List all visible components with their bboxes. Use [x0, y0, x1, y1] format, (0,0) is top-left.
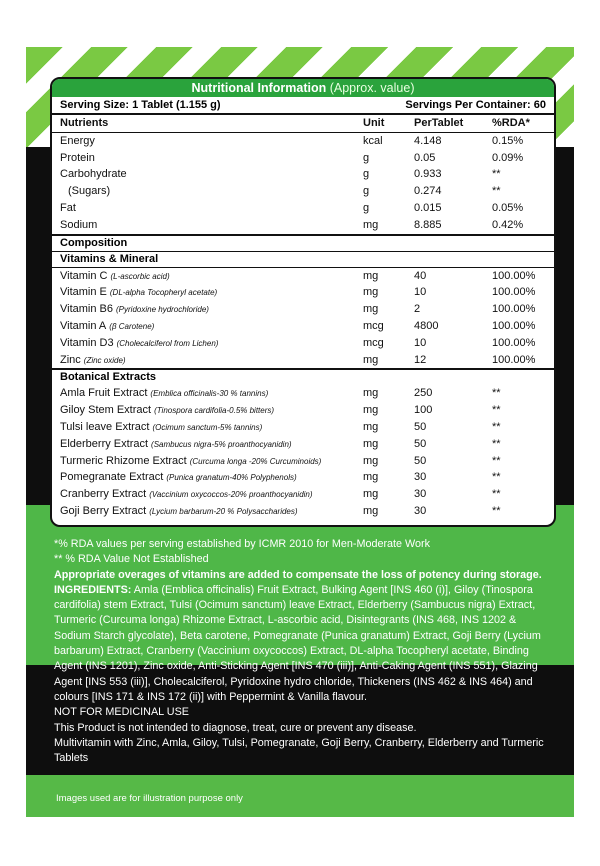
row-value: 4800 — [414, 319, 439, 332]
row-scientific-name: (β Carotene) — [109, 321, 155, 331]
row-unit: mg — [363, 286, 379, 299]
table-row — [52, 486, 554, 503]
row-value: 250 — [414, 387, 433, 400]
table-row — [52, 453, 554, 470]
row-name-text: Energy — [60, 134, 95, 147]
row-rda: 100.00% — [492, 319, 536, 332]
row-unit: mg — [363, 303, 379, 316]
row-unit: mg — [363, 471, 379, 484]
table-row — [52, 217, 554, 234]
notes-section — [54, 537, 554, 766]
table-row — [52, 335, 554, 352]
table-row — [52, 183, 554, 200]
illustration-note: Images used are for illustration purpose only — [56, 793, 243, 804]
servings-per-container: Servings Per Container: 60 — [405, 99, 546, 111]
row-rda: 100.00% — [492, 286, 536, 299]
row-name — [60, 270, 170, 282]
row-name-text: Turmeric Rhizome Extract — [60, 454, 187, 467]
row-rda: 100.00% — [492, 353, 536, 366]
table-row — [52, 268, 554, 285]
row-value: 2 — [414, 303, 421, 316]
row-rda: ** — [492, 404, 501, 417]
row-scientific-name: (Sambucus nigra-5% proanthocyanidin) — [151, 439, 292, 449]
row-unit: mg — [363, 504, 379, 517]
overages-note: Appropriate overages of vitamins are added to compensate the loss of potency during storage. — [54, 568, 542, 581]
row-rda: 0.09% — [492, 151, 524, 164]
row-name — [60, 455, 321, 467]
row-value: 30 — [414, 471, 427, 484]
row-rda: ** — [492, 471, 501, 484]
vitamins-table — [52, 267, 554, 369]
row-name — [60, 202, 76, 214]
row-scientific-name: (Curcuma longa -20% Curcuminoids) — [189, 456, 322, 466]
row-name — [60, 354, 126, 366]
row-name-text: Giloy Stem Extract — [60, 404, 152, 417]
nutrition-panel — [50, 77, 556, 527]
row-name — [60, 135, 95, 147]
row-name-text: Fat — [60, 201, 76, 214]
vitamins-heading: Vitamins & Mineral — [52, 251, 554, 267]
row-unit: g — [363, 168, 370, 181]
row-name — [60, 337, 218, 349]
table-row — [52, 133, 554, 150]
row-scientific-name: (Punica granatum-40% Polyphenols) — [166, 473, 297, 483]
nutrition-title: Nutritional Information — [191, 81, 327, 95]
row-name — [60, 404, 274, 416]
nutrients-table — [52, 132, 554, 234]
row-rda: 0.15% — [492, 134, 524, 147]
table-row — [52, 402, 554, 419]
table-row — [52, 385, 554, 402]
row-scientific-name: (Ocimum sanctum-5% tannins) — [152, 422, 263, 432]
row-value: 50 — [414, 420, 427, 433]
row-name — [60, 421, 262, 433]
row-unit: g — [363, 151, 370, 164]
row-name-text: Carbohydrate — [60, 168, 127, 181]
row-unit: mg — [363, 404, 379, 417]
row-name-text: (Sugars) — [68, 185, 111, 198]
row-name-text: Sodium — [60, 218, 98, 231]
row-unit: mg — [363, 437, 379, 450]
row-rda: 100.00% — [492, 303, 536, 316]
row-scientific-name: (Lycium barbarum-20 % Polysaccharides) — [149, 506, 298, 516]
row-name — [60, 488, 313, 500]
row-value: 10 — [414, 286, 427, 299]
ingredients-paragraph — [54, 583, 554, 705]
row-name — [68, 185, 110, 197]
ingredients-text: Amla (Emblica officinalis) Fruit Extract, Bulking Agent [INS 460 (i)], Giloy (Tinospora cardifolia) stem Extract, Tulsi (Ocimum sanctum) leave Extract, Elderberry (Sambucus nigra) Extract, Turmeric (Curcuma longa) Rhizome Extract, L-ascorbic acid, Disintegrants (INS 468, INS 1202 & Sodium Starch glycolate), Beta carotene, Pomegranate (Punica granatum) Extract, Goji Berry (Lycium barbarum) Extract, Cranberry (Vaccinium oxycoccos) Extract, DL-alpha Tocopheryl acetate, Binding Agent (INS 1201), Zinc oxide, Anti-Sticking Agent [INS 470 (iii)], Anti-Caking Agent (INS 551), Glazing Agent [INS 553 (iii)], Cholecalciferol, Pyridoxine hydro chloride, Thickeners (INS 462 & INS 464) and colours [INS 171 & INS 172 (ii)] with Peppermint & Vanilla flavour. — [54, 583, 541, 703]
row-unit: kcal — [363, 134, 383, 147]
row-name — [60, 320, 154, 332]
row-value: 100 — [414, 404, 433, 417]
row-rda: ** — [492, 437, 501, 450]
disclaimer: This Product is not intended to diagnose, treat, cure or prevent any disease. — [54, 721, 417, 734]
row-rda: ** — [492, 454, 501, 467]
row-rda: ** — [492, 387, 501, 400]
row-scientific-name: (L-ascorbic acid) — [110, 271, 170, 281]
row-unit: mcg — [363, 336, 384, 349]
table-row — [52, 419, 554, 436]
row-unit: mg — [363, 353, 379, 366]
table-row — [52, 436, 554, 453]
row-unit: mg — [363, 454, 379, 467]
row-rda: 100.00% — [492, 269, 536, 282]
row-name-text: Protein — [60, 151, 95, 164]
row-value: 4.148 — [414, 134, 442, 147]
row-value: 8.885 — [414, 218, 442, 231]
row-value: 0.933 — [414, 168, 442, 181]
row-name-text: Zinc — [60, 353, 81, 366]
rda-note: *% RDA values per serving established by ICMR 2010 for Men-Moderate Work — [54, 538, 431, 550]
row-unit: mg — [363, 420, 379, 433]
row-value: 30 — [414, 488, 427, 501]
row-value: 10 — [414, 336, 427, 349]
composition-heading: Composition — [52, 234, 554, 251]
row-value: 12 — [414, 353, 427, 366]
row-name-text: Goji Berry Extract — [60, 504, 147, 517]
row-name-text: Elderberry Extract — [60, 437, 149, 450]
row-name-text: Vitamin D3 — [60, 336, 114, 349]
row-unit: mg — [363, 488, 379, 501]
row-scientific-name: (Cholecalciferol from Lichen) — [116, 338, 219, 348]
row-unit: mg — [363, 269, 379, 282]
botanical-heading: Botanical Extracts — [52, 368, 554, 385]
row-value: 0.274 — [414, 185, 442, 198]
row-unit: g — [363, 201, 370, 214]
row-name-text: Cranberry Extract — [60, 488, 147, 501]
row-scientific-name: (DL-alpha Tocopheryl acetate) — [109, 288, 218, 298]
row-rda: 0.42% — [492, 218, 524, 231]
row-value: 0.015 — [414, 201, 442, 214]
row-name-text: Pomegranate Extract — [60, 471, 164, 484]
row-scientific-name: (Pyridoxine hydrochloride) — [116, 305, 209, 315]
row-rda: ** — [492, 185, 501, 198]
nutrition-title-sub: (Approx. value) — [329, 81, 415, 95]
row-rda: ** — [492, 504, 501, 517]
row-rda: ** — [492, 420, 501, 433]
row-name-text: Tulsi leave Extract — [60, 420, 150, 433]
row-name — [60, 152, 95, 164]
row-value: 30 — [414, 504, 427, 517]
row-rda: ** — [492, 488, 501, 501]
table-row — [52, 200, 554, 217]
row-scientific-name: (Zinc oxide) — [83, 355, 126, 365]
serving-size: Serving Size: 1 Tablet (1.155 g) — [60, 99, 221, 111]
table-row — [52, 352, 554, 369]
row-unit: g — [363, 185, 370, 198]
header-per-tablet: PerTablet — [414, 117, 464, 129]
table-header — [52, 113, 554, 132]
row-name-text: Vitamin C — [60, 269, 108, 282]
row-unit: mg — [363, 387, 379, 400]
row-name-text: Vitamin B6 — [60, 303, 113, 316]
row-name — [60, 168, 127, 180]
row-rda: 100.00% — [492, 336, 536, 349]
product-description: Multivitamin with Zinc, Amla, Giloy, Tulsi, Pomegranate, Goji Berry, Cranberry, Elderberry and Turmeric Tablets — [54, 736, 544, 765]
row-scientific-name: (Tinospora cardifolia-0.5% bitters) — [154, 406, 275, 416]
table-row — [52, 469, 554, 486]
row-name — [60, 505, 298, 517]
row-name — [60, 387, 268, 399]
botanicals-table — [52, 385, 554, 519]
rda-not-established: ** % RDA Value Not Established — [54, 553, 209, 566]
row-scientific-name: (Vaccinium oxycoccos-20% proanthocyanidin) — [149, 490, 313, 500]
row-name — [60, 438, 292, 450]
not-medicinal: NOT FOR MEDICINAL USE — [54, 706, 189, 719]
table-row — [52, 318, 554, 335]
table-row — [52, 166, 554, 183]
row-value: 40 — [414, 269, 427, 282]
header-rda: %RDA* — [492, 117, 530, 129]
row-value: 0.05 — [414, 151, 436, 164]
row-unit: mcg — [363, 319, 384, 332]
row-name — [60, 286, 217, 298]
serving-row — [52, 97, 554, 113]
table-row — [52, 301, 554, 318]
row-name-text: Vitamin A — [60, 319, 107, 332]
row-scientific-name: (Emblica officinalis-30 % tannins) — [150, 389, 269, 399]
row-value: 50 — [414, 454, 427, 467]
table-row — [52, 150, 554, 167]
ingredients-label: INGREDIENTS: — [54, 583, 132, 596]
row-rda: 0.05% — [492, 201, 524, 214]
nutrition-title-bar — [52, 79, 554, 97]
row-rda: ** — [492, 168, 501, 181]
row-name — [60, 471, 297, 483]
header-unit: Unit — [363, 117, 385, 129]
row-value: 50 — [414, 437, 427, 450]
row-name-text: Amla Fruit Extract — [60, 387, 148, 400]
table-row — [52, 284, 554, 301]
row-name-text: Vitamin E — [60, 286, 107, 299]
row-unit: mg — [363, 218, 379, 231]
row-name — [60, 219, 97, 231]
header-nutrients: Nutrients — [60, 117, 109, 129]
table-row — [52, 503, 554, 520]
row-name — [60, 303, 209, 315]
